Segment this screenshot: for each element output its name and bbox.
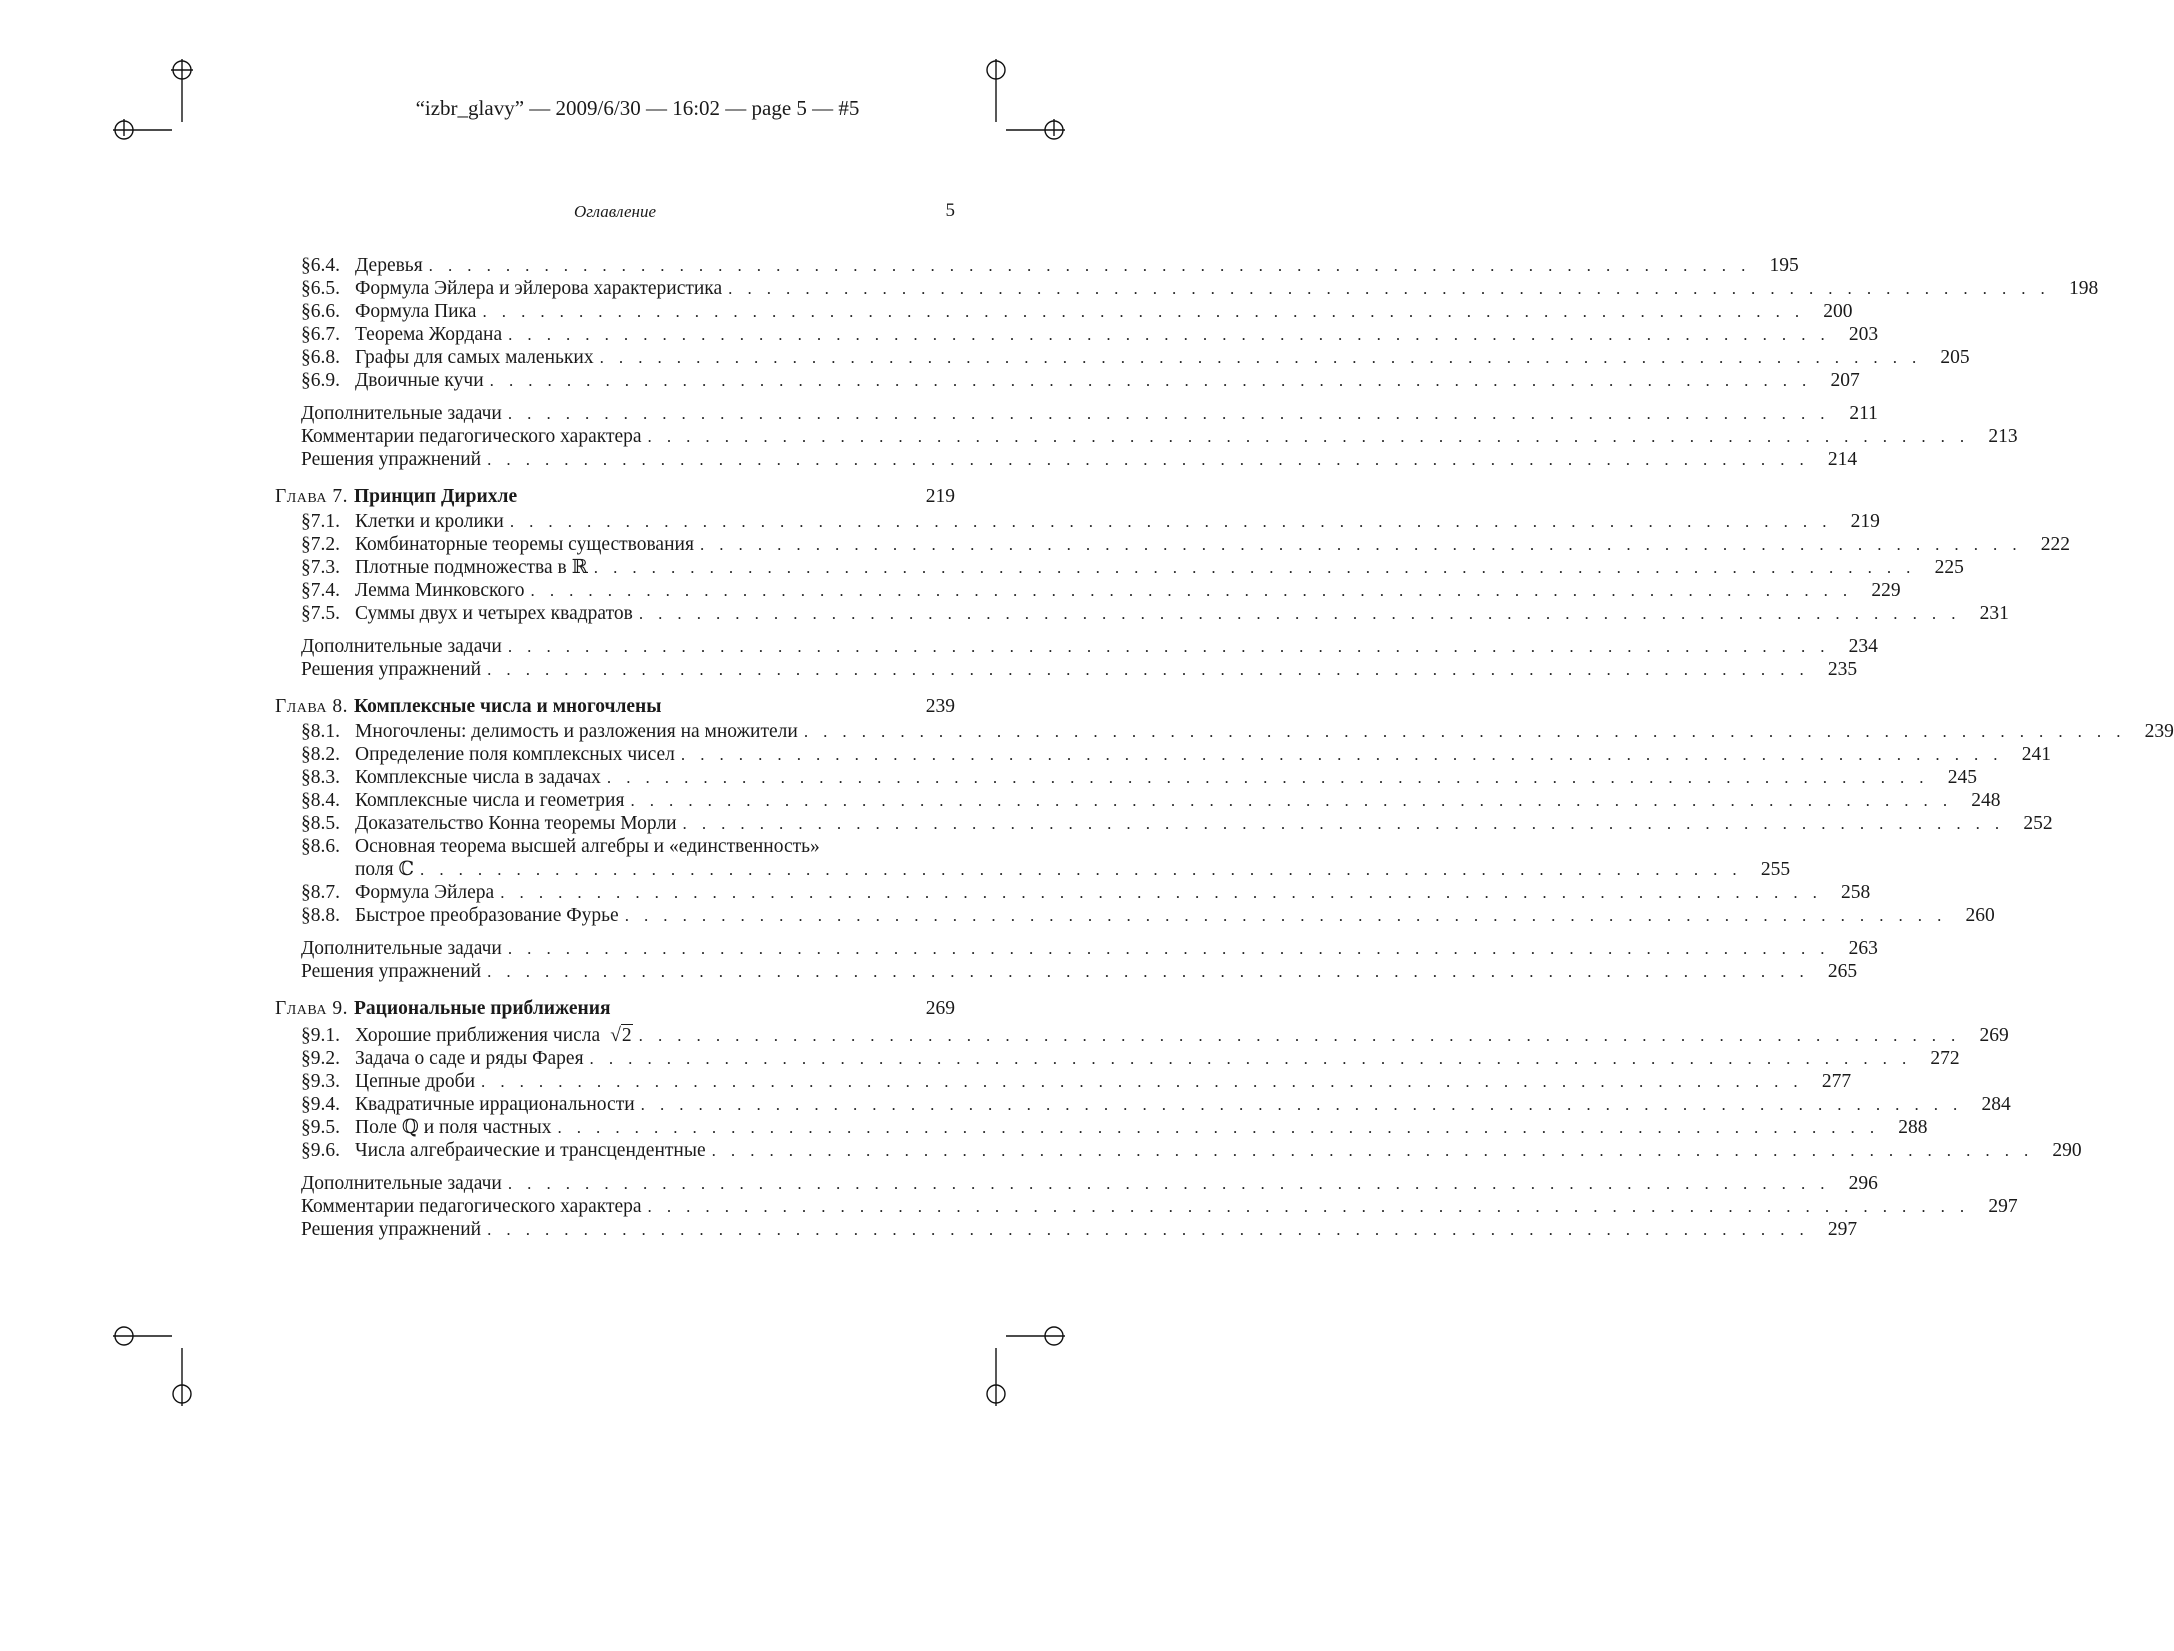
- crop-mark-bottom-right: [1000, 1396, 1080, 1476]
- page-number: 195: [1769, 255, 1799, 276]
- section-title: Суммы двух и четырех квадратов: [355, 603, 633, 624]
- section-title: Поле ℚ и поля частных: [355, 1117, 552, 1138]
- section-title: Деревья: [355, 255, 423, 276]
- section-number: §7.4.: [301, 580, 340, 601]
- section-title: Квадратичные иррациональности: [355, 1094, 635, 1115]
- section-number: §9.6.: [301, 1140, 340, 1161]
- toc-entry-6-8[interactable]: [275, 346, 1970, 369]
- section-title: Комбинаторные теоремы существования: [355, 534, 694, 555]
- leader-dots: . . . . . . . . . . . . . . . . . . . . . . . . . . . . . . . . . . . . . . . . . . . . . . . . . . . . . . . . . . . . . . . . . . . . .: [638, 604, 1961, 623]
- leader-dots: . . . . . . . . . . . . . . . . . . . . . . . . . . . . . . . . . . . . . . . . . . . . . . . . . . . . . . . . . . . . . . . . . . . . .: [428, 256, 1751, 275]
- section-number: §9.1.: [301, 1025, 340, 1046]
- toc-entry-7-3[interactable]: [275, 556, 1964, 579]
- toc-chapter-9[interactable]: [275, 997, 955, 1020]
- toc-entry-7-1[interactable]: [275, 510, 1880, 533]
- section-title: Цепные дроби: [355, 1071, 476, 1092]
- page-number: 229: [1871, 580, 1901, 601]
- chapter-prefix: Глава 8.: [275, 696, 348, 717]
- page-number: 265: [1827, 961, 1858, 982]
- section-number: §6.7.: [301, 324, 340, 345]
- toc-entry-6-5[interactable]: [275, 277, 2099, 300]
- toc-entry-8-5[interactable]: [275, 812, 2053, 835]
- page-number: 239: [925, 696, 955, 717]
- ch9-extras: [275, 1172, 2018, 1241]
- leader-dots: . . . . . . . . . . . . . . . . . . . . . . . . . . . . . . . . . . . . . . . . . . . . . . . . . . . . . . . . . . . . . . . . . . . . .: [680, 745, 2003, 764]
- chapter-title: Рациональные приближения: [353, 998, 611, 1019]
- section-title: Комплексные числа в задачах: [355, 767, 601, 788]
- page-number: 235: [1827, 659, 1858, 680]
- chapter-prefix: Глава 7.: [275, 486, 348, 507]
- leader-dots: . . . . . . . . . . . . . . . . . . . . . . . . . . . . . . . . . . . . . . . . . . . . . . . . . . . . . . . . . . . . . . . . . . . . .: [481, 1072, 1804, 1091]
- leader-dots: . . . . . . . . . . . . . . . . . . . . . . . . . . . . . . . . . . . . . . . . . . . . . . . . . . . . . . . . . . . . . . . . . . . . .: [647, 1197, 1970, 1216]
- section-title: Доказательство Конна теоремы Морли: [355, 813, 677, 834]
- leader-dots: . . . . . . . . . . . . . . . . . . . . . . . . . . . . . . . . . . . . . . . . . . . . . . . . . . . . . . . . . . . . . . . . . . . . .: [624, 906, 1947, 925]
- page-number: 277: [1821, 1071, 1852, 1092]
- leader-dots: . . . . . . . . . . . . . . . . . . . . . . . . . . . . . . . . . . . . . . . . . . . . . . . . . . . . . . . . . . . . . . . . . . . . .: [699, 535, 2022, 554]
- toc-chapter-7[interactable]: [275, 485, 955, 508]
- toc-entry-9-3[interactable]: [275, 1070, 1852, 1093]
- section-title: Клетки и кролики: [355, 511, 504, 532]
- section-number: §7.5.: [301, 603, 340, 624]
- ch8-sections: [275, 720, 2174, 927]
- leader-dots: . . . . . . . . . . . . . . . . . . . . . . . . . . . . . . . . . . . . . . . . . . . . . . . . . . . . . . . . . . . . . . . . . . . . .: [711, 1141, 2034, 1160]
- toc-entry-8-2[interactable]: [275, 743, 2051, 766]
- crop-mark-bottom-left: [110, 1396, 190, 1476]
- page-number: 205: [1940, 347, 1970, 368]
- toc-entry-8-6-line2[interactable]: [275, 858, 1791, 881]
- section-number: §7.1.: [301, 511, 340, 532]
- page-number: 255: [1760, 859, 1791, 880]
- chapter-title: Комплексные числа и многочлены: [353, 696, 662, 717]
- ch6-extras: [275, 402, 2018, 471]
- sqrt-symbol: √: [610, 1025, 621, 1046]
- extra-title: Решения упражнений: [301, 449, 482, 470]
- toc-entry-comments-9[interactable]: [275, 1195, 2018, 1218]
- toc-entry-7-2[interactable]: [275, 533, 2070, 556]
- page-number: 252: [2023, 813, 2053, 834]
- section-number: §6.5.: [301, 278, 340, 299]
- page-number: 296: [1848, 1173, 1878, 1194]
- toc-entry-6-6[interactable]: [275, 300, 1853, 323]
- toc-entry-6-7[interactable]: [275, 323, 1879, 346]
- extra-title: Комментарии педагогического характера: [301, 1196, 642, 1217]
- leader-dots: . . . . . . . . . . . . . . . . . . . . . . . . . . . . . . . . . . . . . . . . . . . . . . . . . . . . . . . . . . . . . . . . . . . . .: [487, 660, 1810, 679]
- leader-dots: . . . . . . . . . . . . . . . . . . . . . . . . . . . . . . . . . . . . . . . . . . . . . . . . . . . . . . . . . . . . . . . . . . . . .: [507, 404, 1830, 423]
- section-number: §8.3.: [301, 767, 340, 788]
- page-number: 272: [1930, 1048, 1960, 1069]
- running-head-title: Оглавление: [573, 202, 657, 221]
- ch8-extras: [275, 937, 1878, 983]
- section-title: Формула Эйлера и эйлерова характеристика: [355, 278, 723, 299]
- section-number: §8.2.: [301, 744, 340, 765]
- section-title: Основная теорема высшей алгебры и «единственность»: [355, 836, 820, 857]
- toc-entry-8-4[interactable]: [275, 789, 2001, 812]
- page-number: 248: [1971, 790, 2001, 811]
- toc-entry-8-8[interactable]: [275, 904, 1995, 927]
- slug-header: “izbr_glavy” — 2009/6/30 — 16:02 — page 5 — #5: [415, 96, 860, 120]
- toc-entry-6-9[interactable]: [275, 369, 1860, 392]
- section-number: §6.8.: [301, 347, 340, 368]
- toc-entry-solutions-6[interactable]: [275, 448, 1858, 471]
- toc-entry-8-3[interactable]: [275, 766, 1977, 789]
- page-number: 290: [2052, 1140, 2082, 1161]
- leader-dots: . . . . . . . . . . . . . . . . . . . . . . . . . . . . . . . . . . . . . . . . . . . . . . . . . . . . . . . . . . . . . . . . . . . . .: [507, 637, 1830, 656]
- table-of-contents: [275, 254, 2174, 1251]
- section-title: Двоичные кучи: [355, 370, 484, 391]
- ch9-sections: [275, 1024, 2082, 1162]
- section-title: Графы для самых маленьких: [355, 347, 594, 368]
- extra-title: Комментарии педагогического характера: [301, 426, 642, 447]
- leader-dots: . . . . . . . . . . . . . . . . . . . . . . . . . . . . . . . . . . . . . . . . . . . . . . . . . . . . . . . . . . . . . . . . . . . . .: [638, 1026, 1961, 1045]
- leader-dots: . . . . . . . . . . . . . . . . . . . . . . . . . . . . . . . . . . . . . . . . . . . . . . . . . . . . . . . . . . . . . . . . . . . . .: [728, 279, 2051, 298]
- extra-title: Решения упражнений: [301, 961, 482, 982]
- leader-dots: . . . . . . . . . . . . . . . . . . . . . . . . . . . . . . . . . . . . . . . . . . . . . . . . . . . . . . . . . . . . . . . . . . . . .: [420, 860, 1743, 879]
- section-number: §8.1.: [301, 721, 340, 742]
- page-number: 213: [1988, 426, 2018, 447]
- toc-entry-solutions-7[interactable]: [275, 658, 1858, 681]
- section-number: §9.3.: [301, 1071, 340, 1092]
- section-title: Комплексные числа и геометрия: [355, 790, 625, 811]
- leader-dots: . . . . . . . . . . . . . . . . . . . . . . . . . . . . . . . . . . . . . . . . . . . . . . . . . . . . . . . . . . . . . . . . . . . . .: [530, 581, 1853, 600]
- page-number: 207: [1830, 370, 1860, 391]
- extra-title: Дополнительные задачи: [301, 1173, 502, 1194]
- toc-entry-extra-problems-9[interactable]: [275, 1172, 1878, 1195]
- toc-entry-extra-problems-7[interactable]: [275, 635, 1878, 658]
- section-number: §8.8.: [301, 905, 340, 926]
- page-number: 263: [1848, 938, 1878, 959]
- section-title: Числа алгебраические и трансцендентные: [355, 1140, 706, 1161]
- section-title: Многочлены: делимость и разложения на множители: [355, 721, 798, 742]
- leader-dots: . . . . . . . . . . . . . . . . . . . . . . . . . . . . . . . . . . . . . . . . . . . . . . . . . . . . . . . . . . . . . . . . . . . . .: [507, 1174, 1830, 1193]
- extra-title: Дополнительные задачи: [301, 636, 502, 657]
- section-title-continued: поля ℂ: [355, 859, 415, 880]
- page-number: 225: [1934, 557, 1964, 578]
- toc-entry-9-5[interactable]: [275, 1116, 1928, 1139]
- section-number: §8.7.: [301, 882, 340, 903]
- extra-title: Решения упражнений: [301, 1219, 482, 1240]
- page-number: 203: [1848, 324, 1879, 345]
- page-number: 269: [925, 998, 955, 1019]
- page-number: 245: [1947, 767, 1977, 788]
- leader-dots: . . . . . . . . . . . . . . . . . . . . . . . . . . . . . . . . . . . . . . . . . . . . . . . . . . . . . . . . . . . . . . . . . . . . .: [640, 1095, 1963, 1114]
- section-title: Хорошие приближения числа: [355, 1025, 601, 1046]
- extra-title: Дополнительные задачи: [301, 403, 502, 424]
- page-number: 234: [1848, 636, 1878, 657]
- section-title: Теорема Жордана: [355, 324, 503, 345]
- ch6-sections: [275, 254, 2099, 392]
- toc-entry-8-6-line1[interactable]: [275, 835, 955, 858]
- section-title: Лемма Минковского: [355, 580, 525, 601]
- page-number: 200: [1823, 301, 1853, 322]
- section-number: §8.5.: [301, 813, 340, 834]
- section-number: §6.9.: [301, 370, 340, 391]
- leader-dots: . . . . . . . . . . . . . . . . . . . . . . . . . . . . . . . . . . . . . . . . . . . . . . . . . . . . . . . . . . . . . . . . . . . . .: [557, 1118, 1880, 1137]
- toc-entry-8-1[interactable]: [275, 720, 2174, 743]
- page-number: 284: [1981, 1094, 2011, 1115]
- leader-dots: . . . . . . . . . . . . . . . . . . . . . . . . . . . . . . . . . . . . . . . . . . . . . . . . . . . . . . . . . . . . . . . . . . . . .: [487, 962, 1810, 981]
- toc-entry-9-1[interactable]: [275, 1024, 2009, 1047]
- extra-title: Решения упражнений: [301, 659, 482, 680]
- toc-entry-7-4[interactable]: [275, 579, 1901, 602]
- page-number: 219: [1850, 511, 1880, 532]
- leader-dots: . . . . . . . . . . . . . . . . . . . . . . . . . . . . . . . . . . . . . . . . . . . . . . . . . . . . . . . . . . . . . . . . . . . . .: [599, 348, 1922, 367]
- page-number: 260: [1965, 905, 1995, 926]
- toc-entry-comments-6[interactable]: [275, 425, 2018, 448]
- toc-entry-7-5[interactable]: [275, 602, 2009, 625]
- section-title: Определение поля комплексных чисел: [355, 744, 675, 765]
- page-number: 214: [1827, 449, 1858, 470]
- page-number: 211: [1849, 403, 1878, 424]
- page-number: 297: [1827, 1219, 1858, 1240]
- page-number: 239: [2144, 721, 2174, 742]
- section-title: Быстрое преобразование Фурье: [355, 905, 619, 926]
- toc-entry-extra-problems-8[interactable]: [275, 937, 1878, 960]
- section-number: §8.4.: [301, 790, 340, 811]
- section-number: §6.6.: [301, 301, 340, 322]
- ch7-extras: [275, 635, 1878, 681]
- page-number: 258: [1841, 882, 1871, 903]
- leader-dots: . . . . . . . . . . . . . . . . . . . . . . . . . . . . . . . . . . . . . . . . . . . . . . . . . . . . . . . . . . . . . . . . . . . . .: [487, 450, 1810, 469]
- running-head-page-number: 5: [945, 200, 955, 221]
- page-number: 288: [1898, 1117, 1928, 1138]
- section-number: §7.3.: [301, 557, 340, 578]
- toc-entry-extra-problems-6[interactable]: [275, 402, 1878, 425]
- extra-title: Дополнительные задачи: [301, 938, 502, 959]
- leader-dots: . . . . . . . . . . . . . . . . . . . . . . . . . . . . . . . . . . . . . . . . . . . . . . . . . . . . . . . . . . . . . . . . . . . . .: [482, 302, 1805, 321]
- leader-dots: . . . . . . . . . . . . . . . . . . . . . . . . . . . . . . . . . . . . . . . . . . . . . . . . . . . . . . . . . . . . . . . . . . . . .: [593, 558, 1916, 577]
- leader-dots: . . . . . . . . . . . . . . . . . . . . . . . . . . . . . . . . . . . . . . . . . . . . . . . . . . . . . . . . . . . . . . . . . . . . .: [489, 371, 1812, 390]
- section-number: §8.6.: [301, 836, 340, 857]
- section-number: §6.4.: [301, 255, 340, 276]
- toc-entry-solutions-9[interactable]: [275, 1218, 1858, 1241]
- leader-dots: . . . . . . . . . . . . . . . . . . . . . . . . . . . . . . . . . . . . . . . . . . . . . . . . . . . . . . . . . . . . . . . . . . . . .: [606, 768, 1929, 787]
- sqrt-radicand: 2: [621, 1025, 632, 1046]
- page-number: 297: [1988, 1196, 2018, 1217]
- toc-entry-solutions-8[interactable]: [275, 960, 1858, 983]
- section-title: Плотные подмножества в ℝ: [355, 557, 588, 578]
- section-number: §9.5.: [301, 1117, 340, 1138]
- ch7-sections: [275, 510, 2070, 625]
- toc-entry-9-4[interactable]: [275, 1093, 2011, 1116]
- section-title: Задача о саде и ряды Фарея: [355, 1048, 584, 1069]
- page-number: 231: [1979, 603, 2009, 624]
- toc-entry-8-7[interactable]: [275, 881, 1871, 904]
- leader-dots: . . . . . . . . . . . . . . . . . . . . . . . . . . . . . . . . . . . . . . . . . . . . . . . . . . . . . . . . . . . . . . . . . . . . .: [803, 722, 2126, 741]
- leader-dots: . . . . . . . . . . . . . . . . . . . . . . . . . . . . . . . . . . . . . . . . . . . . . . . . . . . . . . . . . . . . . . . . . . . . .: [682, 814, 2005, 833]
- page-number: 269: [1979, 1025, 2009, 1046]
- toc-entry-9-6[interactable]: [275, 1139, 2082, 1162]
- chapter-prefix: Глава 9.: [275, 998, 348, 1019]
- leader-dots: . . . . . . . . . . . . . . . . . . . . . . . . . . . . . . . . . . . . . . . . . . . . . . . . . . . . . . . . . . . . . . . . . . . . .: [500, 883, 1823, 902]
- page-number: 241: [2021, 744, 2051, 765]
- chapter-title: Принцип Дирихле: [353, 486, 518, 507]
- leader-dots: . . . . . . . . . . . . . . . . . . . . . . . . . . . . . . . . . . . . . . . . . . . . . . . . . . . . . . . . . . . . . . . . . . . . .: [507, 939, 1830, 958]
- page-number: 222: [2040, 534, 2070, 555]
- section-number: §7.2.: [301, 534, 340, 555]
- leader-dots: . . . . . . . . . . . . . . . . . . . . . . . . . . . . . . . . . . . . . . . . . . . . . . . . . . . . . . . . . . . . . . . . . . . . .: [647, 427, 1970, 446]
- page-number: 198: [2068, 278, 2099, 299]
- toc-chapter-8[interactable]: [275, 695, 955, 718]
- leader-dots: . . . . . . . . . . . . . . . . . . . . . . . . . . . . . . . . . . . . . . . . . . . . . . . . . . . . . . . . . . . . . . . . . . . . .: [508, 325, 1831, 344]
- toc-entry-9-2[interactable]: [275, 1047, 1960, 1070]
- section-title: Формула Пика: [355, 301, 477, 322]
- leader-dots: . . . . . . . . . . . . . . . . . . . . . . . . . . . . . . . . . . . . . . . . . . . . . . . . . . . . . . . . . . . . . . . . . . . . .: [509, 512, 1832, 531]
- leader-dots: . . . . . . . . . . . . . . . . . . . . . . . . . . . . . . . . . . . . . . . . . . . . . . . . . . . . . . . . . . . . . . . . . . . . .: [487, 1220, 1810, 1239]
- section-title: Формула Эйлера: [355, 882, 495, 903]
- square-root-expression: [608, 1024, 632, 1047]
- section-number: §9.2.: [301, 1048, 340, 1069]
- toc-entry-6-4[interactable]: [275, 254, 1799, 277]
- page-number: 219: [925, 486, 955, 507]
- section-number: §9.4.: [301, 1094, 340, 1115]
- leader-dots: . . . . . . . . . . . . . . . . . . . . . . . . . . . . . . . . . . . . . . . . . . . . . . . . . . . . . . . . . . . . . . . . . . . . .: [630, 791, 1953, 810]
- leader-dots: . . . . . . . . . . . . . . . . . . . . . . . . . . . . . . . . . . . . . . . . . . . . . . . . . . . . . . . . . . . . . . . . . . . . .: [589, 1049, 1912, 1068]
